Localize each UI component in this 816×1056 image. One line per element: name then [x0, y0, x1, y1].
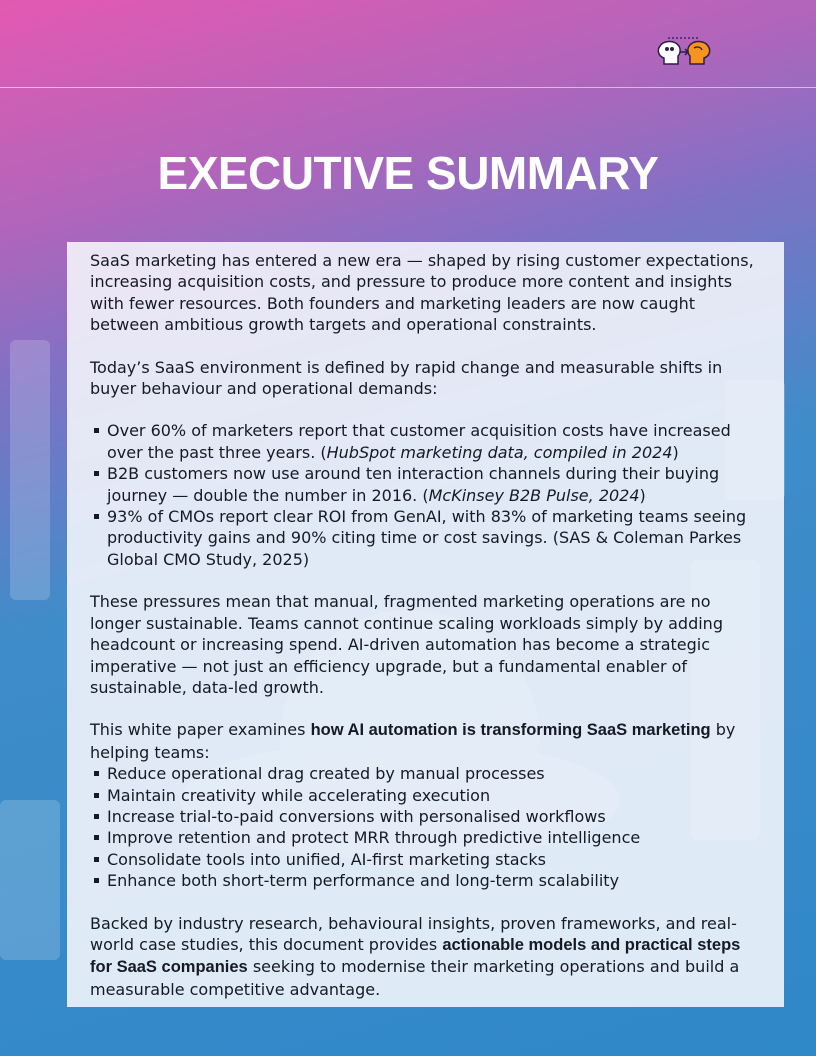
list-item: Reduce operational drag created by manual processes [90, 763, 760, 784]
summary-panel [67, 242, 784, 1007]
list-item: 93% of CMOs report clear ROI from GenAI, with 83% of marketing teams seeing productivity gains and 90% citing time or cost savings. (SAS & Coleman Parkes Global CMO Study, 2025) [90, 506, 760, 570]
list-item: B2B customers now use around ten interaction channels during their buying journey — double the number in 2016. (McKinsey B2B Pulse, 2024) [90, 463, 760, 506]
list-item: Improve retention and protect MRR through predictive intelligence [90, 827, 760, 848]
header-divider [0, 87, 816, 88]
environment-paragraph: Today’s SaaS environment is defined by rapid change and measurable shifts in buyer behaviour and operational demands: [90, 357, 723, 399]
list-item: Increase trial-to-paid conversions with personalised workflows [90, 806, 760, 827]
list-item: Consolidate tools into unified, AI-first marketing stacks [90, 849, 760, 870]
two-heads-logo-icon [656, 36, 712, 68]
benefits-list [90, 763, 760, 891]
list-item: Over 60% of marketers report that customer acquisition costs have increased over the past three years. (HubSpot marketing data, compiled in 2024) [90, 420, 760, 463]
closing-paragraph: Backed by industry research, behavioural insights, proven frameworks, and real-world case studies, this document provides actionable models and practical steps for SaaS companies seeking to modernise their marketing operations and build a measurable competitive advantage. [90, 913, 741, 999]
examines-paragraph: This white paper examines how AI automation is transforming SaaS marketing by helping teams: [90, 720, 736, 762]
stats-list [90, 420, 760, 570]
list-item: Enhance both short-term performance and long-term scalability [90, 870, 760, 891]
page-title: EXECUTIVE SUMMARY [157, 147, 659, 199]
list-item: Maintain creativity while accelerating execution [90, 785, 760, 806]
pressures-paragraph: These pressures mean that manual, fragmented marketing operations are no longer sustainable. Teams cannot continue scaling workloads simply by adding headcount or increasing spend. AI-driven automation has become a strategic imperative — not just an efficiency upgrade, but a fundamental enabler of sustainable, data-led growth. [90, 592, 723, 697]
intro-paragraph: SaaS marketing has entered a new era — shaped by rising customer expectations, increasing acquisition costs, and pressure to produce more content and insights with fewer resources. Both founders and marketing leaders are now caught between ambitious growth targets and operational constraints. [90, 251, 754, 335]
